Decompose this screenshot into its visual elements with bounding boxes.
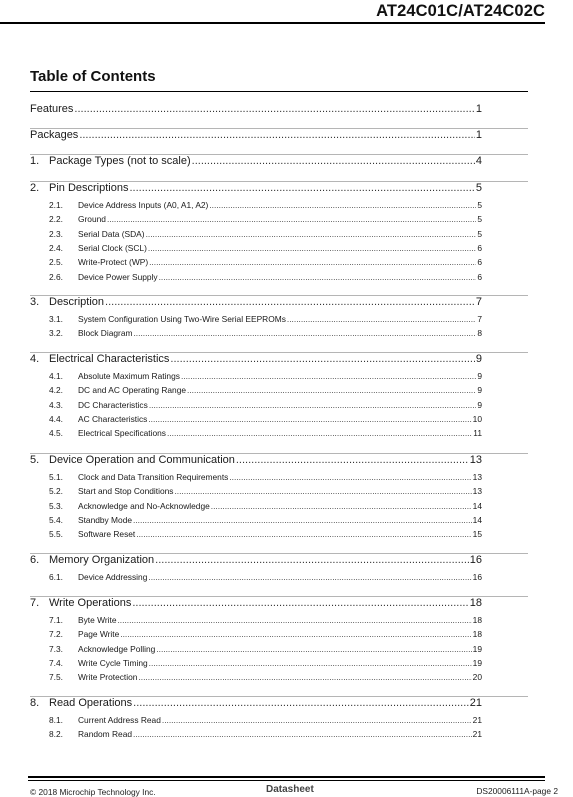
toc-subentry-number: 4.5. (49, 428, 63, 439)
toc-leader-dots (287, 314, 476, 324)
toc-subentry-title: Start and Stop Conditions (78, 486, 174, 497)
toc-subentry-page: 19 (472, 657, 482, 668)
toc-subentry[interactable] (49, 257, 482, 267)
toc-entry[interactable] (30, 182, 482, 194)
toc-leader-dots (236, 454, 469, 466)
toc-subentry-number: 2.2. (49, 214, 63, 225)
toc-subentry-number: 7.4. (49, 657, 63, 668)
toc-leader-dots (149, 400, 477, 410)
footer-page-id: DS20006111A-page 2 (476, 786, 558, 796)
toc-entry-title: Description (49, 296, 105, 308)
toc-entry-number: 8. (30, 697, 40, 709)
toc-subentry-page: 11 (473, 428, 482, 439)
toc-entry-number: 7. (30, 597, 40, 609)
toc-subentry-number: 8.1. (49, 715, 63, 725)
toc-subentry-number: 8.2. (49, 729, 63, 740)
toc-subentry-number: 4.3. (49, 399, 63, 410)
toc-subentry-title: Acknowledge and No-Acknowledge (78, 500, 210, 511)
toc-subentry-number: 3.1. (49, 314, 63, 324)
toc-subentry-number: 2.5. (49, 257, 63, 268)
toc-leader-dots (162, 715, 472, 725)
toc-leader-dots (133, 697, 469, 709)
toc-subentry-page: 6 (477, 271, 482, 282)
toc-subentry-title: Standby Mode (78, 514, 133, 525)
toc-subentry-title: Serial Clock (SCL) (78, 242, 147, 253)
toc-entry-page: 4 (475, 155, 482, 167)
toc-entry[interactable] (30, 597, 482, 609)
toc-subentry-page: 5 (477, 214, 482, 225)
toc-subentry[interactable] (49, 644, 482, 654)
toc-leader-dots (107, 214, 476, 224)
toc-subentry-page: 19 (472, 643, 482, 654)
toc-subentry[interactable] (49, 400, 482, 410)
toc-entry[interactable] (30, 155, 482, 167)
toc-entry-title: Electrical Characteristics (49, 353, 170, 365)
toc-subentry-number: 5.3. (49, 500, 63, 511)
toc-entry-title: Features (30, 103, 74, 115)
toc-subentry[interactable] (49, 414, 482, 424)
toc-subentry[interactable] (49, 472, 482, 482)
toc-subentry-number: 2.6. (49, 271, 63, 282)
toc-subentry-number: 7.2. (49, 629, 63, 640)
toc-subentry[interactable] (49, 200, 482, 210)
toc-leader-dots (170, 353, 474, 365)
toc-subentry-number: 5.5. (49, 529, 63, 540)
toc-heading: Table of Contents (30, 68, 156, 85)
toc-entry-title: Package Types (not to scale) (49, 155, 191, 167)
toc-leader-dots (149, 257, 476, 267)
toc-subentry-page: 15 (472, 529, 482, 540)
toc-leader-dots (148, 243, 476, 253)
toc-entry[interactable] (30, 697, 482, 709)
toc-subentry-title: Page Write (78, 629, 120, 640)
toc-entry-page: 5 (475, 182, 482, 194)
toc-subentry-title: Device Power Supply (78, 271, 158, 282)
toc-subentry-page: 14 (472, 514, 482, 525)
toc-leader-dots (187, 385, 476, 395)
toc-entry-page: 18 (469, 597, 482, 609)
toc-entry-number: 3. (30, 296, 40, 308)
toc-subentry[interactable] (49, 243, 482, 253)
toc-leader-dots (181, 371, 476, 381)
toc-entry-title: Device Operation and Communication (49, 454, 235, 466)
toc-subentry-number: 5.1. (49, 472, 63, 482)
toc-leader-dots (209, 200, 476, 210)
toc-subentry-page: 5 (477, 200, 482, 210)
toc-leader-dots (156, 644, 471, 654)
toc-subentry[interactable] (49, 486, 482, 496)
toc-subentry-title: DC Characteristics (78, 399, 148, 410)
toc-subentry-page: 20 (472, 672, 482, 683)
footer-rule (28, 776, 545, 778)
toc-subentry[interactable] (49, 501, 482, 511)
toc-subentry-title: Write Protection (78, 672, 138, 683)
toc-subentry-title: Block Diagram (78, 328, 133, 339)
toc-subentry[interactable] (49, 229, 482, 239)
toc-subentry-number: 6.1. (49, 572, 63, 582)
toc-subentry[interactable] (49, 672, 482, 682)
toc-subentry-page: 5 (477, 228, 482, 239)
toc-subentry-title: Absolute Maximum Ratings (78, 371, 180, 381)
toc-subentry[interactable] (49, 328, 482, 338)
toc-leader-dots (155, 554, 469, 566)
toc-subentry[interactable] (49, 729, 482, 739)
toc-leader-dots (136, 529, 471, 539)
toc-entry-page: 16 (469, 554, 482, 566)
toc-leader-dots (133, 328, 476, 338)
toc-subentry[interactable] (49, 715, 482, 725)
toc-subentry-page: 14 (472, 500, 482, 511)
toc-entry-title: Pin Descriptions (49, 182, 129, 194)
toc-subentry-title: System Configuration Using Two-Wire Serial EEPROMs (78, 314, 286, 324)
toc-subentry-page: 18 (472, 629, 482, 640)
toc-leader-dots (148, 572, 471, 582)
toc-subentry-page: 13 (472, 486, 482, 497)
toc-entry[interactable] (30, 454, 482, 466)
toc-subentry-title: Write-Protect (WP) (78, 257, 149, 268)
toc-leader-dots (79, 129, 475, 141)
toc-subentry-title: Serial Data (SDA) (78, 228, 145, 239)
toc-subentry-title: Current Address Read (78, 715, 161, 725)
toc-leader-dots (120, 629, 471, 639)
footer-rule-thin (28, 780, 545, 781)
toc-subentry-title: Acknowledge Polling (78, 643, 156, 654)
toc-entry[interactable] (30, 554, 482, 566)
toc-subentry-number: 5.2. (49, 486, 63, 497)
toc-subentry-number: 4.4. (49, 413, 63, 424)
toc-leader-dots (167, 428, 472, 438)
toc-subentry-page: 9 (477, 371, 482, 381)
toc-entry-page: 1 (475, 103, 482, 115)
toc-entry-number: 1. (30, 155, 40, 167)
toc-subentry-page: 18 (472, 615, 482, 625)
toc-subentry[interactable] (49, 385, 482, 395)
toc-subentry-page: 10 (472, 413, 482, 424)
toc-entry-page: 1 (475, 129, 482, 141)
toc-entry[interactable] (30, 129, 482, 141)
toc-entry[interactable] (30, 353, 482, 365)
toc-subentry-page: 6 (477, 242, 482, 253)
toc-subentry-title: AC Characteristics (78, 413, 148, 424)
toc-entry-title: Packages (30, 129, 79, 141)
toc-entry-page: 13 (469, 454, 482, 466)
toc-entry-number: 6. (30, 554, 40, 566)
footer-doc-type: Datasheet (266, 784, 314, 795)
toc-leader-dots (133, 515, 472, 525)
document-title: AT24C01C/AT24C02C (376, 2, 545, 20)
toc-subentry-page: 8 (477, 328, 482, 339)
toc-subentry-title: Clock and Data Transition Requirements (78, 472, 229, 482)
toc-entry-number: 4. (30, 353, 40, 365)
toc-subentry-page: 21 (472, 729, 482, 740)
toc-subentry-title: Device Address Inputs (A0, A1, A2) (78, 200, 209, 210)
toc-subentry-title: DC and AC Operating Range (78, 385, 187, 396)
toc-entry-page: 9 (475, 353, 482, 365)
toc-subentry-number: 7.5. (49, 672, 63, 683)
toc-subentry[interactable] (49, 572, 482, 582)
toc-leader-dots (159, 272, 477, 282)
toc-subentry[interactable] (49, 314, 482, 324)
toc-subentry[interactable] (49, 529, 482, 539)
toc-subentry-page: 9 (477, 399, 482, 410)
toc-subentry[interactable] (49, 615, 482, 625)
toc-subentry[interactable] (49, 214, 482, 224)
toc-entry-number: 2. (30, 182, 40, 194)
toc-subentry-title: Electrical Specifications (78, 428, 166, 439)
toc-leader-dots (132, 597, 468, 609)
toc-subentry[interactable] (49, 428, 482, 438)
toc-subentry-number: 7.1. (49, 615, 63, 625)
toc-subentry-number: 3.2. (49, 328, 63, 339)
toc-entry-title: Read Operations (49, 697, 133, 709)
toc-entry[interactable] (30, 103, 482, 115)
toc-subentry-title: Software Reset (78, 529, 136, 540)
toc-leader-dots (117, 615, 471, 625)
toc-subentry-number: 4.2. (49, 385, 63, 396)
toc-subentry-number: 4.1. (49, 371, 63, 381)
toc-subentry-number: 5.4. (49, 514, 63, 525)
toc-entry-page: 7 (475, 296, 482, 308)
toc-subentry-title: Device Addressing (78, 572, 148, 582)
toc-subentry[interactable] (49, 371, 482, 381)
toc-leader-dots (129, 182, 474, 194)
toc-subentry-title: Write Cycle Timing (78, 657, 148, 668)
toc-leader-dots (138, 672, 471, 682)
toc-leader-dots (74, 103, 474, 115)
toc-leader-dots (148, 414, 471, 424)
toc-subentry[interactable] (49, 629, 482, 639)
toc-subentry-page: 7 (477, 314, 482, 324)
toc-subentry-number: 2.4. (49, 242, 63, 253)
toc-subentry-title: Ground (78, 214, 106, 225)
toc-subentry-page: 16 (472, 572, 482, 582)
toc-subentry-number: 2.3. (49, 228, 63, 239)
toc-subentry[interactable] (49, 272, 482, 282)
toc-leader-dots (133, 729, 472, 739)
toc-entry-page: 21 (469, 697, 482, 709)
toc-subentry-title: Byte Write (78, 615, 117, 625)
toc-subentry-page: 21 (472, 715, 482, 725)
toc-subentry-page: 6 (477, 257, 482, 268)
footer-copyright: © 2018 Microchip Technology Inc. (30, 787, 156, 797)
toc-entry[interactable] (30, 296, 482, 308)
toc-leader-dots (105, 296, 475, 308)
toc-entry-number: 5. (30, 454, 40, 466)
toc-leader-dots (229, 472, 471, 482)
toc-leader-dots (149, 658, 472, 668)
toc-subentry[interactable] (49, 658, 482, 668)
toc-subentry-title: Random Read (78, 729, 133, 740)
toc-subentry-number: 2.1. (49, 200, 63, 210)
toc-subentry-number: 7.3. (49, 643, 63, 654)
toc-leader-dots (146, 229, 477, 239)
toc-entry-title: Memory Organization (49, 554, 155, 566)
toc-subentry[interactable] (49, 515, 482, 525)
toc-subentry-page: 13 (472, 472, 482, 482)
toc-leader-dots (211, 501, 472, 511)
toc-entry-title: Write Operations (49, 597, 132, 609)
toc-subentry-page: 9 (477, 385, 482, 396)
toc-leader-dots (174, 486, 471, 496)
toc-leader-dots (192, 155, 475, 167)
